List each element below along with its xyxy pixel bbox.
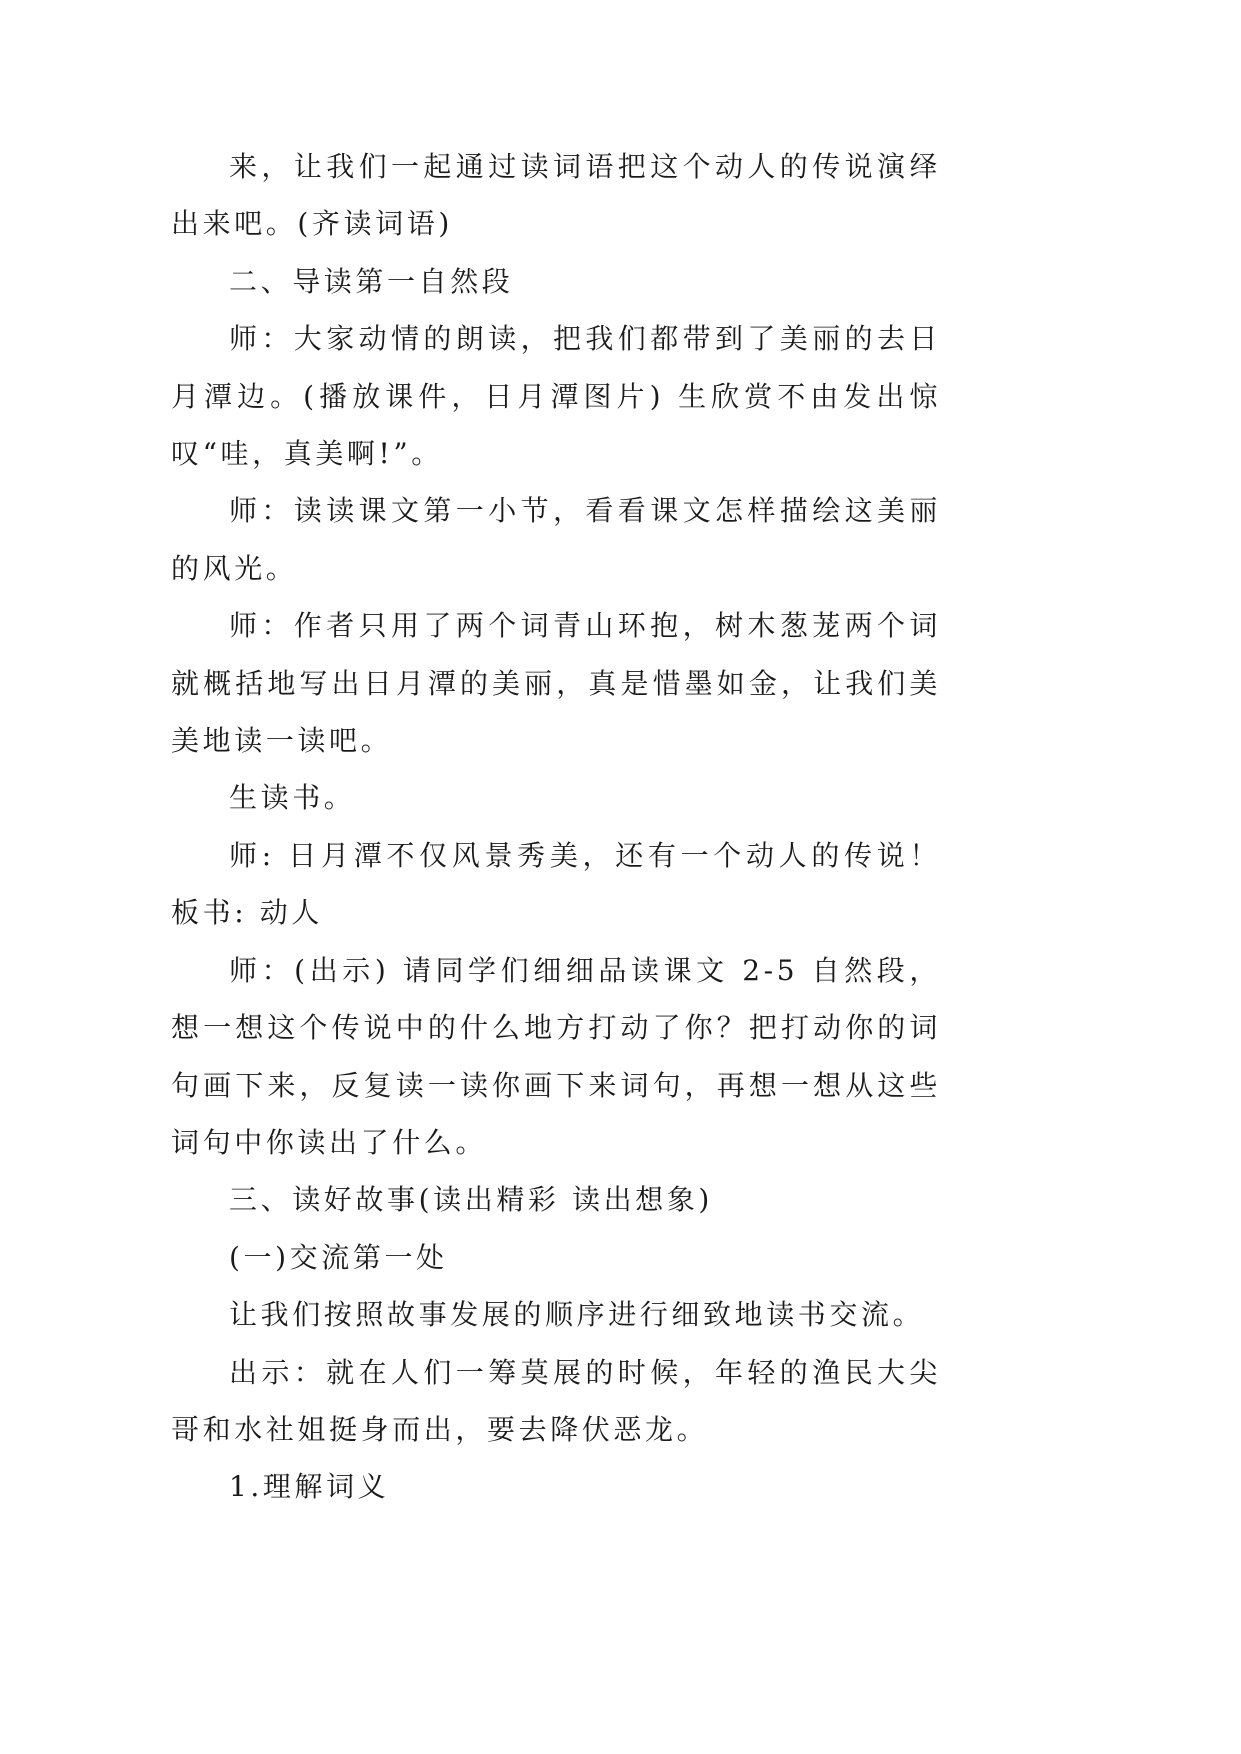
paragraph: 来，让我们一起通过读词语把这个动人的传说演绎出来吧。(齐读词语) <box>171 150 941 241</box>
paragraph: 师：读读课文第一小节，看看课文怎样描绘这美丽的风光。 <box>171 494 941 585</box>
paragraph: 师：(出示) 请同学们细细品读课文 2-5 自然段，想一想这个传说中的什么地方打动了你？把打动你的词句画下来，反复读一读你画下来词句，再想一想从这些词句中你读出了什么。 <box>171 953 941 1159</box>
paragraph: 师：大家动情的朗读，把我们都带到了美丽的去日月潭边。(播放课件，日月潭图片) 生欣赏不由发出惊叹“哇，真美啊!”。 <box>171 322 941 471</box>
subsection-heading: (一)交流第一处 <box>229 1240 448 1274</box>
list-item: 1.理解词义 <box>229 1470 390 1504</box>
section-heading: 二、导读第一自然段 <box>229 264 514 298</box>
document-body <box>171 138 941 1516</box>
paragraph: 师: 日月潭不仅风景秀美，还有一个动人的传说！板书: 动人 <box>171 838 941 930</box>
section-heading: 三、读好故事(读出精彩 读出想象) <box>229 1183 713 1217</box>
paragraph: 生读书。 <box>229 781 356 815</box>
paragraph: 师：作者只用了两个词青山环抱，树木葱茏两个词就概括地写出日月潭的美丽，真是惜墨如金，让我们美美地读一读吧。 <box>171 609 941 758</box>
paragraph: 让我们按照故事发展的顺序进行细致地读书交流。 <box>229 1298 925 1332</box>
paragraph: 出示：就在人们一筹莫展的时候，年轻的渔民大尖哥和水社姐挺身而出，要去降伏恶龙。 <box>171 1355 941 1446</box>
